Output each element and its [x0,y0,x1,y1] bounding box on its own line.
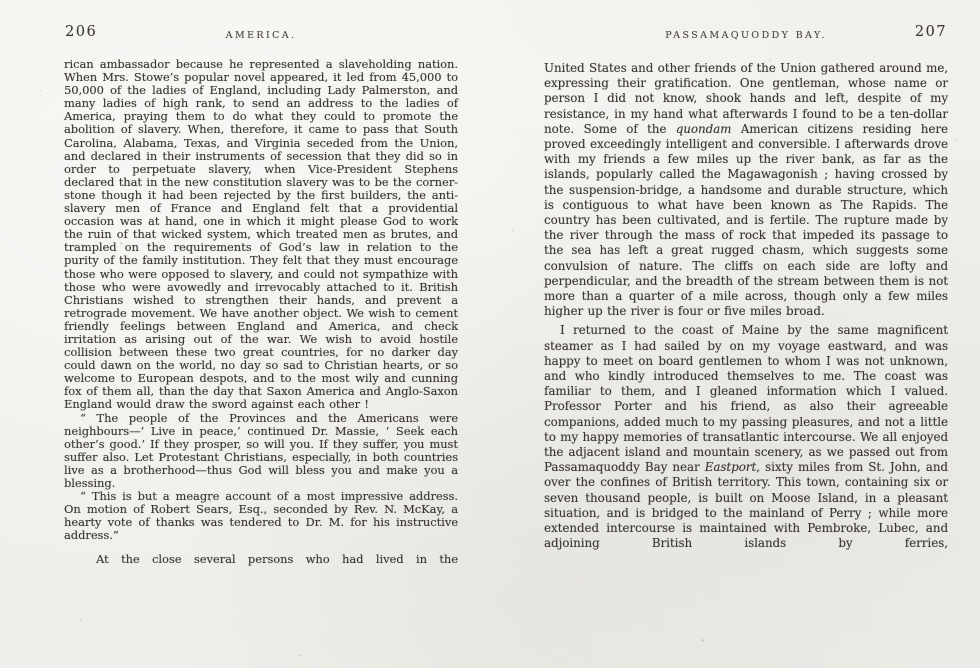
paragraph [64,553,458,566]
paragraph [544,323,948,551]
left-page [64,24,458,567]
scan-noise-specks [0,0,1,1]
right-page-header [544,24,948,61]
text-run: , sixty miles from St. John, and over the confines of British territory. This town, containing six or seven thousand people, is built on Moose Island, in a pleasant situation, and is bridged to the mainland of Perry ; while more extended intercourse is maintained with Pembroke, Lubec, and adjoining British islands by ferries, [544,460,948,551]
paragraph [544,61,948,319]
right-page-body [544,61,948,552]
page-number: 206 [65,24,98,40]
italic-text-run: quondam [675,121,732,136]
text-run: United States and other friends of the Union gathered around me, expressing their gratification. One gentleman, whose name or person I did not know, shook hands and left, despite of my resistance, in my hand what afterwards I found to be a ten-dollar note. Some of the [544,61,948,136]
left-page-header [64,24,458,58]
paragraph [64,412,458,491]
text-run: American citizens residing here proved exceedingly intelligent and conversible. I afterwards drove with my friends a few miles up the river bank, as far as the islands, popularly called the Magawagonish ; having crossed by the suspension-bridge, a handsome and durable structure, which is contiguous to what have been known as The Rapids. The country has been cultivated, and is fertile. The rupture made by the river through the mass of rock that impeded its passage to the sea has left a great rugged chasm, which suggests some convulsion of nature. The cliffs on each side are lofty and perpendicular, and the breadth of the stream between them is not more than a quarter of a mile across, though only a few miles higher up the river is four or five miles broad. [544,121,948,319]
text-run: “ The people of the Provinces and the Americans were neighbours—‘ Live in peace,’ continued Dr. Massie, ‘ Seek each other’s good.’ If they prosper, so will you. If they suffer, you must suffer also. Let Protestant Christians, especially, in both countries live as a brotherhood—thus God will bless you and make you a blessing. [64,410,458,490]
running-head: PASSAMAQUODDY BAY. [665,30,827,41]
paragraph [64,58,458,412]
page-number: 207 [914,24,947,40]
left-page-body [64,58,458,567]
running-head: AMERICA. [225,30,297,41]
text-run: rican ambassador because he represented a slaveholding nation. When Mrs. Stowe’s popular novel appeared, it led from 45,000 to 50,000 of the ladies of England, including Lady Palmerston, and many ladies of high rank, to send an address to the ladies of America, praying them to do what they could to promote the abolition of slavery. When, therefore, it came to pass that South Carolina, Alabama, Texas, and Virginia seceded from the Union, and declared in their instruments of secession that they did so in order to perpetuate slavery, when Vice-President Stephens declared that in the new constitution slavery was to be the corner-stone though it had been rejected by the first builders, the anti-slavery men of France and England felt that a providential occasion was at hand, one in which it might please God to work the ruin of that wicked system, which treated men as brutes, and trampled on the requirements of God’s law in relation to the purity of the family institution. They felt that they must encourage those who were opposed to slavery, and could not sympathize with those who were avowedly and irrevocably attached to it. British Christians wished to strengthen their hands, and prevent a retrograde movement. We have another object. We wish to cement friendly feelings between England and America, and check irritation as arising out of the war. We wish to avoid hostile collision between these two great countries, for no darker day could dawn on the world, no day so sad to Christian hearts, or so welcome to European despots, and to the most wily and cunning fox of them all, than the day that Saxon America and Anglo-Saxon England would draw the sword against each other ! [64,57,458,412]
text-run: I returned to the coast of Maine by the same magnificent steamer as I had sailed by on my voyage eastward, and was happy to meet on board gentlemen to whom I was not unknown, and who kindly introduced themselves to me. The coast was familiar to them, and I gleaned information which I valued. Professor Porter and his friend, as also their agreeable companions, added much to my passing pleasures, and not a little to my happy memories of transatlantic intercourse. We all enjoyed the adjacent island and mountain scenery, as we passed out from Passamaquoddy Bay near [544,323,948,475]
text-run: “ This is but a meagre account of a most impressive address. On motion of Robert Sears, Esq., seconded by Rev. N. McKay, a hearty vote of thanks was tendered to Dr. M. for his instructive address.” [64,489,458,543]
right-page [544,24,948,552]
paragraph [64,490,458,542]
italic-text-run: Eastport [704,460,757,475]
text-run: At the close several persons who had lived in the [96,552,458,567]
